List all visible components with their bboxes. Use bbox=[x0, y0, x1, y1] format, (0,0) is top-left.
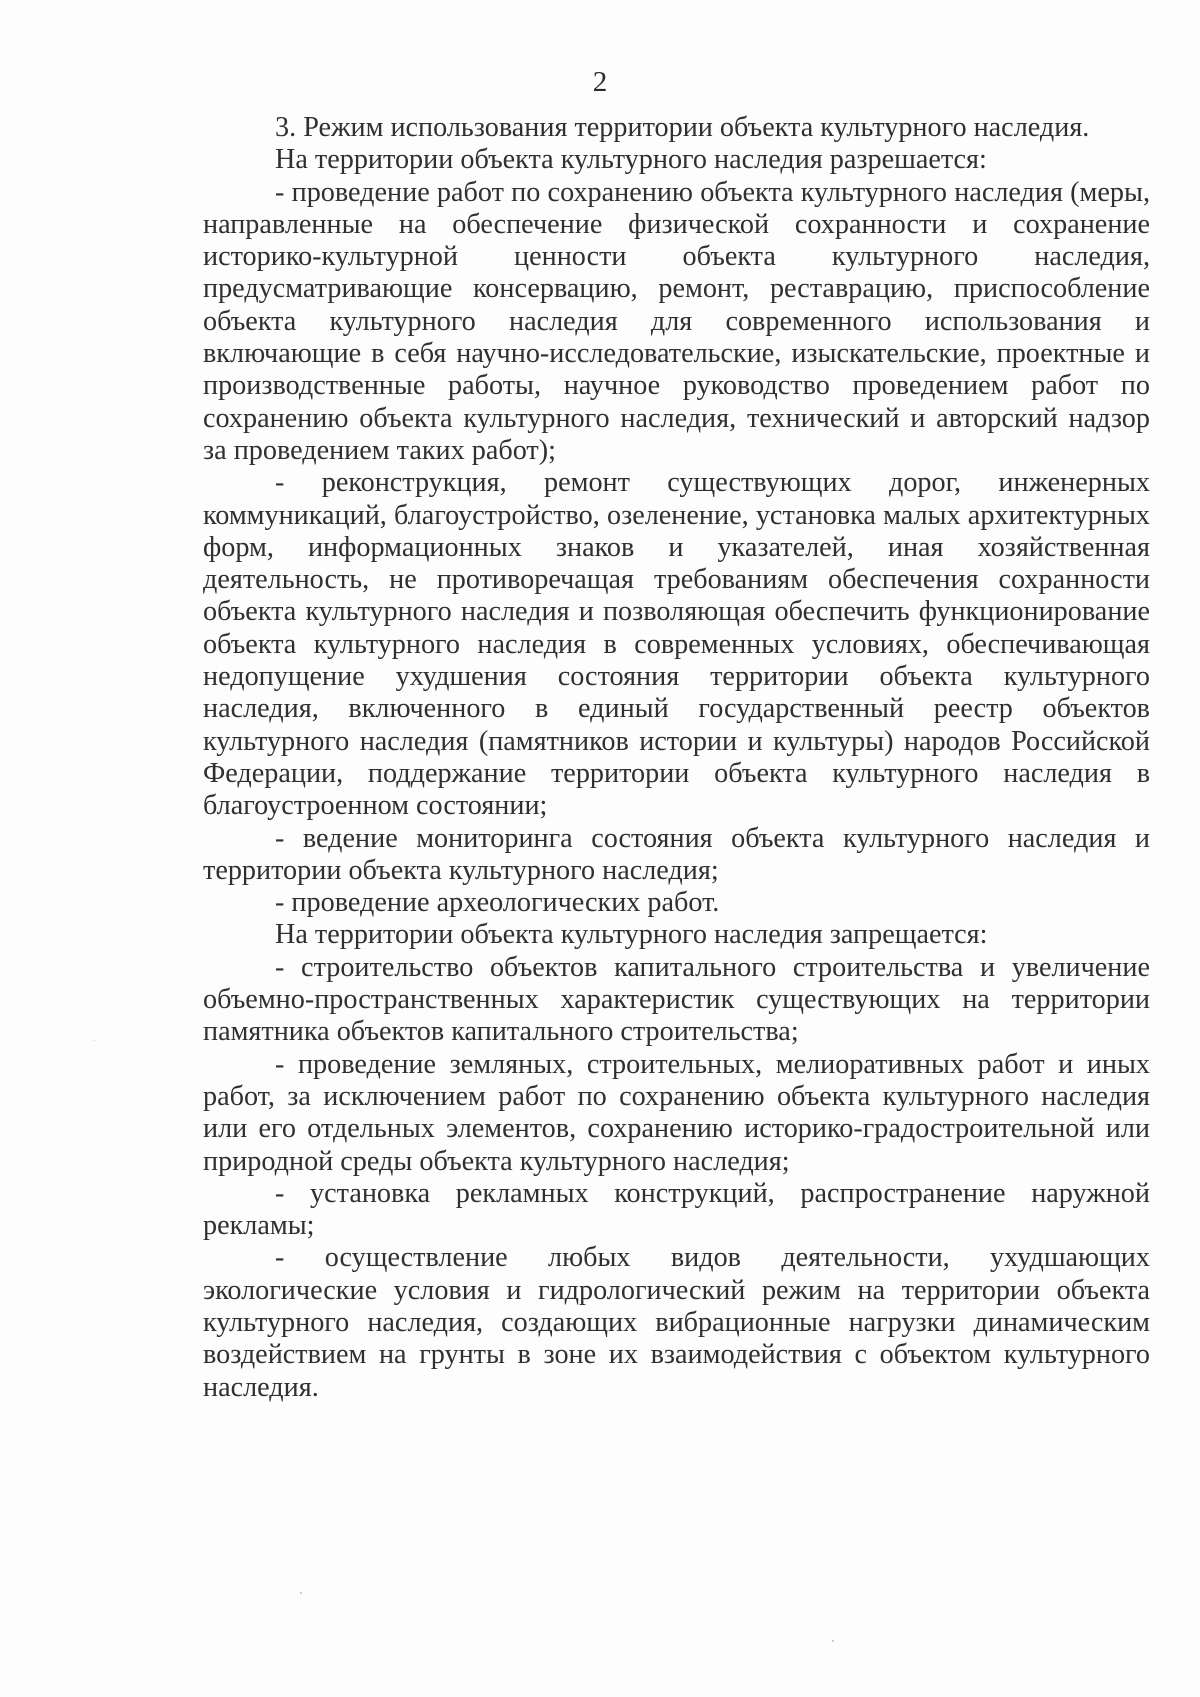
paragraph-permitted-item-1: - проведение работ по сохранению объекта культурного наследия (меры, направленные на обеспечение физической сохранности и сохранение историко-культурной ценности объекта культурного наследия, предусматривающие консервацию, ремонт, реставрацию, приспособление объекта культурного наследия для современного использования и включающие в себя научно-исследовательские, изыскательские, проектные и производственные работы, научное руководство проведением работ по сохранению объекта культурного наследия, технический и авторский надзор за проведением таких работ); bbox=[203, 176, 1150, 466]
paragraph-permitted-item-4: - проведение археологических работ. bbox=[275, 887, 720, 919]
scan-speck bbox=[300, 1592, 302, 1594]
paragraph-prohibited-item-4: - осуществление любых видов деятельности, ухудшающих экологические условия и гидрологический режим на территории объекта культурного наследия, создающих вибрационные нагрузки динамическим воздействием на грунты в зоне их взаимодействия с объектом культурного наследия. bbox=[203, 1242, 1150, 1403]
paragraph-permitted-intro: На территории объекта культурного наследия разрешается: bbox=[275, 144, 987, 176]
document-body bbox=[203, 112, 1150, 1404]
paragraph-prohibited-item-3: - установка рекламных конструкций, распространение наружной рекламы; bbox=[203, 1177, 1150, 1242]
paragraph-prohibited-intro: На территории объекта культурного наследия запрещается: bbox=[275, 919, 988, 951]
paragraph-permitted-item-2: - реконструкция, ремонт существующих дорог, инженерных коммуникаций, благоустройство, озеленение, установка малых архитектурных форм, информационных знаков и указателей, иная хозяйственная деятельность, не противоречащая требованиям обеспечения сохранности объекта культурного наследия и позволяющая обеспечить функционирование объекта культурного наследия в современных условиях, обеспечивающая недопущение ухудшения состояния территории объекта культурного наследия, включенного в единый государственный реестр объектов культурного наследия (памятников истории и культуры) народов Российской Федерации, поддержание территории объекта культурного наследия в благоустроенном состоянии; bbox=[203, 467, 1150, 822]
page-number: 2 bbox=[592, 66, 608, 98]
paragraph-prohibited-item-1: - строительство объектов капитального строительства и увеличение объемно-пространственных характеристик существующих на территории памятника объектов капитального строительства; bbox=[203, 951, 1150, 1048]
scan-speck bbox=[832, 1640, 834, 1642]
paragraph-prohibited-item-2: - проведение земляных, строительных, мелиоративных работ и иных работ, за исключением работ по сохранению объекта культурного наследия или его отдельных элементов, сохранению историко-градостроительной или природной среды объекта культурного наследия; bbox=[203, 1048, 1150, 1177]
scan-speck bbox=[94, 1040, 95, 1041]
section-heading: 3. Режим использования территории объекта культурного наследия. bbox=[275, 112, 1090, 143]
paragraph-permitted-item-3: - ведение мониторинга состояния объекта культурного наследия и территории объекта культурного наследия; bbox=[203, 822, 1150, 886]
